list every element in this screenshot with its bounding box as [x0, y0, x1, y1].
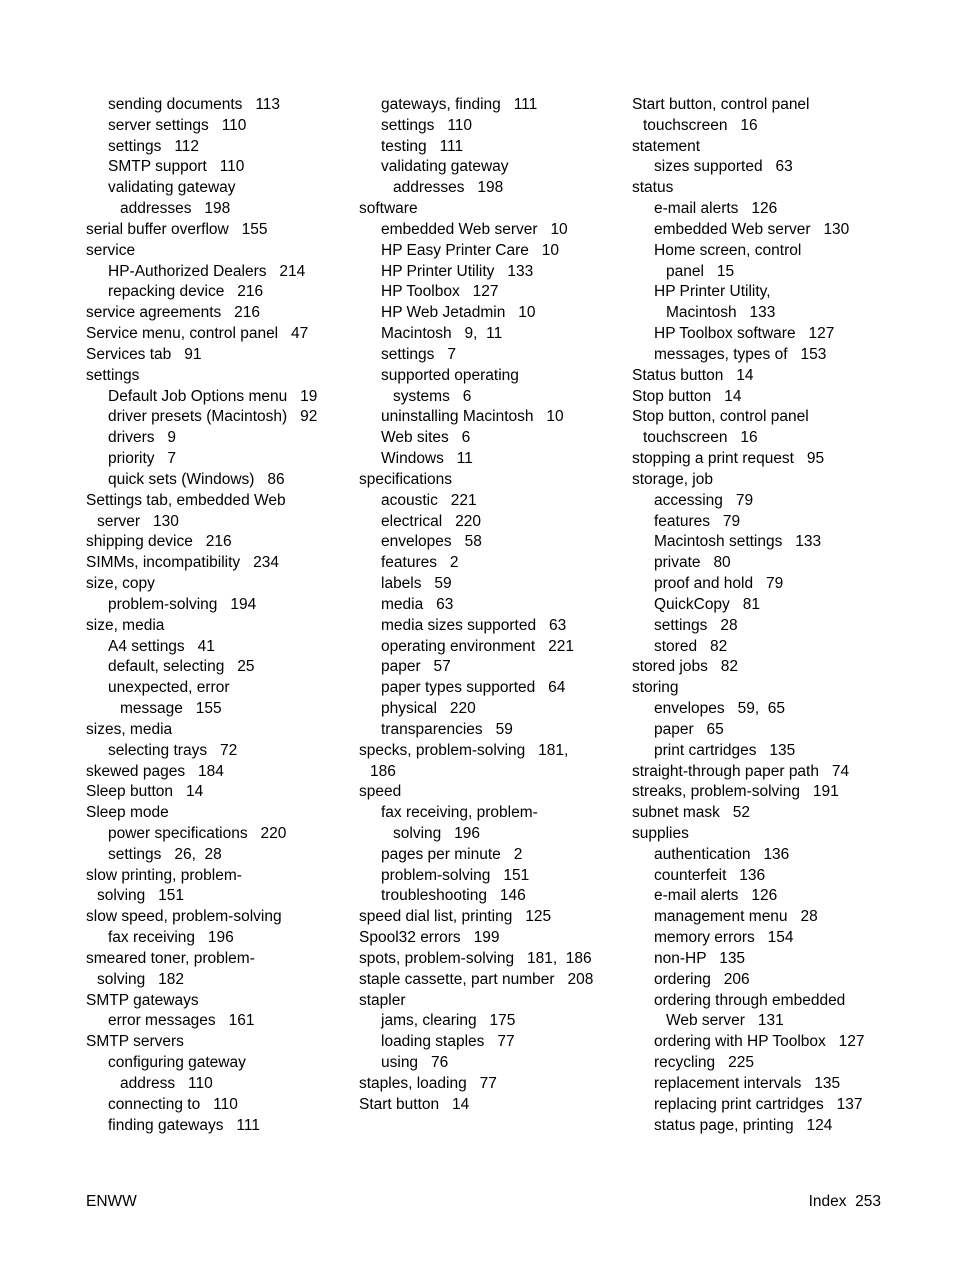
index-entry: Macintosh settings 133 [654, 533, 822, 551]
index-entry: selecting trays 72 [108, 741, 238, 759]
index-entry: testing 111 [381, 137, 464, 155]
index-entry: streaks, problem-solving 191 [632, 783, 839, 801]
index-column-1 [86, 95, 341, 1136]
index-entry: default, selecting 25 [108, 658, 255, 676]
index-entry: speed dial list, printing 125 [359, 908, 552, 926]
index-entry: statement [632, 137, 701, 155]
index-entry: size, media [86, 616, 165, 634]
index-entry: size, copy [86, 575, 155, 593]
index-entry: embedded Web server 130 [654, 220, 850, 238]
index-entry: settings 7 [381, 345, 456, 363]
index-entry: HP Web Jetadmin 10 [381, 304, 536, 322]
index-entry: fax receiving, problem- [381, 804, 538, 822]
index-entry: sending documents 113 [108, 96, 281, 113]
index-entry: staples, loading 77 [359, 1074, 497, 1092]
index-entry: replacement intervals 135 [654, 1074, 841, 1092]
index-entry: staple cassette, part number 208 [359, 970, 594, 988]
index-entry: gateways, finding 111 [381, 96, 538, 113]
index-entry: stored 82 [654, 637, 728, 655]
index-entry: sizes, media [86, 720, 173, 738]
index-entry: Sleep mode [86, 804, 169, 822]
index-entry: addresses 198 [120, 200, 231, 218]
index-entry: acoustic 221 [381, 491, 477, 509]
index-entry: embedded Web server 10 [381, 220, 568, 238]
footer-page-label: Index 253 [808, 1193, 881, 1210]
index-entry: jams, clearing 175 [381, 1012, 516, 1030]
index-entry: labels 59 [381, 575, 452, 593]
index-entry: private 80 [654, 554, 731, 572]
index-entry: HP Printer Utility 133 [381, 262, 534, 280]
index-entry: proof and hold 79 [654, 575, 784, 593]
index-entry: accessing 79 [654, 491, 754, 509]
index-entry: touchscreen 16 [643, 116, 758, 134]
index-entry: solving 151 [97, 887, 185, 905]
index-entry: media sizes supported 63 [381, 616, 567, 634]
index-entry: shipping device 216 [86, 533, 232, 551]
index-entry: counterfeit 136 [654, 866, 766, 884]
index-entry: HP Easy Printer Care 10 [381, 241, 560, 259]
index-entry: envelopes 59, 65 [654, 700, 785, 718]
index-entry: skewed pages 184 [86, 762, 224, 780]
index-entry: driver presets (Macintosh) 92 [108, 408, 318, 426]
index-entry: loading staples 77 [381, 1033, 515, 1051]
index-entry: paper 57 [381, 658, 451, 676]
index-entry: service agreements 216 [86, 304, 261, 322]
index-entry: specifications [359, 470, 453, 488]
index-entry: quick sets (Windows) 86 [108, 470, 285, 488]
index-entry: recycling 225 [654, 1054, 754, 1072]
index-entry: problem-solving 151 [381, 866, 530, 884]
index-entry: messages, types of 153 [654, 345, 827, 363]
index-entry: serial buffer overflow 155 [86, 220, 268, 238]
index-entry: spots, problem-solving 181, 186 [359, 949, 592, 967]
index-entry: sizes supported 63 [654, 158, 793, 176]
index-entry: solving 182 [97, 970, 185, 988]
index-entry: SIMMs, incompatibility 234 [86, 554, 279, 572]
footer-left-label: ENWW [86, 1193, 137, 1210]
index-entry: Web sites 6 [381, 429, 471, 447]
index-entry: settings 28 [654, 616, 738, 634]
index-entry: supported operating [381, 366, 519, 384]
index-entry: status page, printing 124 [654, 1116, 833, 1134]
index-entry: finding gateways 111 [108, 1116, 260, 1134]
index-entry: envelopes 58 [381, 533, 482, 551]
index-entry: error messages 161 [108, 1012, 255, 1030]
index-entry: storage, job [632, 470, 713, 488]
index-entry: HP-Authorized Dealers 214 [108, 262, 306, 280]
index-column-2 [359, 95, 614, 1116]
index-entry: Settings tab, embedded Web [86, 491, 286, 509]
index-entry: HP Toolbox software 127 [654, 325, 835, 343]
index-entry: Start button, control panel [632, 96, 810, 113]
index-entry: features 79 [654, 512, 741, 530]
index-entry: systems 6 [393, 387, 472, 405]
index-entry: settings 110 [381, 116, 473, 134]
index-entry: troubleshooting 146 [381, 887, 526, 905]
index-entry: stored jobs 82 [632, 658, 738, 676]
index-entry: Stop button, control panel [632, 408, 809, 426]
index-entry: addresses 198 [393, 179, 504, 197]
index-entry: SMTP servers [86, 1033, 184, 1051]
index-entry: A4 settings 41 [108, 637, 215, 655]
index-column-3 [632, 95, 892, 1136]
index-entry: Macintosh 133 [666, 304, 776, 322]
index-entry: stopping a print request 95 [632, 450, 825, 468]
index-entry: validating gateway [381, 158, 509, 176]
index-entry: SMTP gateways [86, 991, 199, 1009]
index-entry: stapler [359, 991, 406, 1009]
index-entry: settings [86, 366, 140, 384]
index-entry: Macintosh 9, 11 [381, 325, 503, 343]
index-entry: non-HP 135 [654, 949, 746, 967]
index-entry: drivers 9 [108, 429, 177, 447]
index-entry: settings 112 [108, 137, 200, 155]
index-entry: ordering through embedded [654, 991, 846, 1009]
index-entry: transparencies 59 [381, 720, 513, 738]
index-entry: smeared toner, problem- [86, 949, 255, 967]
index-entry: SMTP support 110 [108, 158, 245, 176]
index-entry: slow speed, problem-solving [86, 908, 282, 926]
index-entry: solving 196 [393, 824, 481, 842]
index-entry: QuickCopy 81 [654, 595, 760, 613]
index-entry: service [86, 241, 136, 259]
index-entry: Spool32 errors 199 [359, 929, 500, 947]
index-entry: paper types supported 64 [381, 679, 566, 697]
index-entry: 186 [370, 762, 396, 780]
index-entry: software [359, 200, 418, 218]
index-entry: server 130 [97, 512, 179, 530]
index-entry: message 155 [120, 700, 222, 718]
index-entry: power specifications 220 [108, 824, 287, 842]
index-entry: memory errors 154 [654, 929, 794, 947]
index-entry: print cartridges 135 [654, 741, 796, 759]
index-entry: authentication 136 [654, 845, 790, 863]
index-entry: panel 15 [666, 262, 735, 280]
index-entry: physical 220 [381, 700, 476, 718]
index-entry: features 2 [381, 554, 459, 572]
index-entry: media 63 [381, 595, 454, 613]
index-entry: paper 65 [654, 720, 724, 738]
index-entry: straight-through paper path 74 [632, 762, 850, 780]
index-entry: e-mail alerts 126 [654, 887, 778, 905]
index-entry: HP Toolbox 127 [381, 283, 499, 301]
index-entry: Sleep button 14 [86, 783, 204, 801]
index-entry: Stop button 14 [632, 387, 742, 405]
index-entry: address 110 [120, 1074, 213, 1092]
index-entry: status [632, 179, 674, 197]
index-entry: uninstalling Macintosh 10 [381, 408, 564, 426]
index-entry: repacking device 216 [108, 283, 264, 301]
index-entry: problem-solving 194 [108, 595, 257, 613]
index-entry: configuring gateway [108, 1054, 246, 1072]
index-entry: settings 26, 28 [108, 845, 222, 863]
index-entry: validating gateway [108, 179, 236, 197]
index-entry: Web server 131 [666, 1012, 784, 1030]
index-entry: Status button 14 [632, 366, 754, 384]
index-entry: slow printing, problem- [86, 866, 242, 884]
index-entry: touchscreen 16 [643, 429, 758, 447]
index-entry: using 76 [381, 1054, 449, 1072]
index-entry: e-mail alerts 126 [654, 200, 778, 218]
index-entry: HP Printer Utility, [654, 283, 771, 301]
index-entry: Default Job Options menu 19 [108, 387, 318, 405]
index-entry: storing [632, 679, 679, 697]
index-entry: replacing print cartridges 137 [654, 1095, 863, 1113]
index-entry: server settings 110 [108, 116, 247, 134]
index-entry: subnet mask 52 [632, 804, 751, 822]
index-entry: operating environment 221 [381, 637, 575, 655]
index-entry: ordering 206 [654, 970, 750, 988]
index-entry: Start button 14 [359, 1095, 470, 1113]
index-entry: supplies [632, 824, 689, 842]
index-entry: management menu 28 [654, 908, 818, 926]
index-entry: fax receiving 196 [108, 929, 234, 947]
index-entry: specks, problem-solving 181, [359, 741, 569, 759]
index-entry: Services tab 91 [86, 345, 202, 363]
index-entry: pages per minute 2 [381, 845, 523, 863]
index-entry: priority 7 [108, 450, 177, 468]
index-entry: connecting to 110 [108, 1095, 238, 1113]
index-entry: electrical 220 [381, 512, 481, 530]
index-entry: ordering with HP Toolbox 127 [654, 1033, 865, 1051]
index-entry: unexpected, error [108, 679, 230, 697]
index-entry: Windows 11 [381, 450, 473, 468]
index-entry: Home screen, control [654, 241, 802, 259]
index-entry: speed [359, 783, 402, 801]
index-entry: Service menu, control panel 47 [86, 325, 309, 343]
